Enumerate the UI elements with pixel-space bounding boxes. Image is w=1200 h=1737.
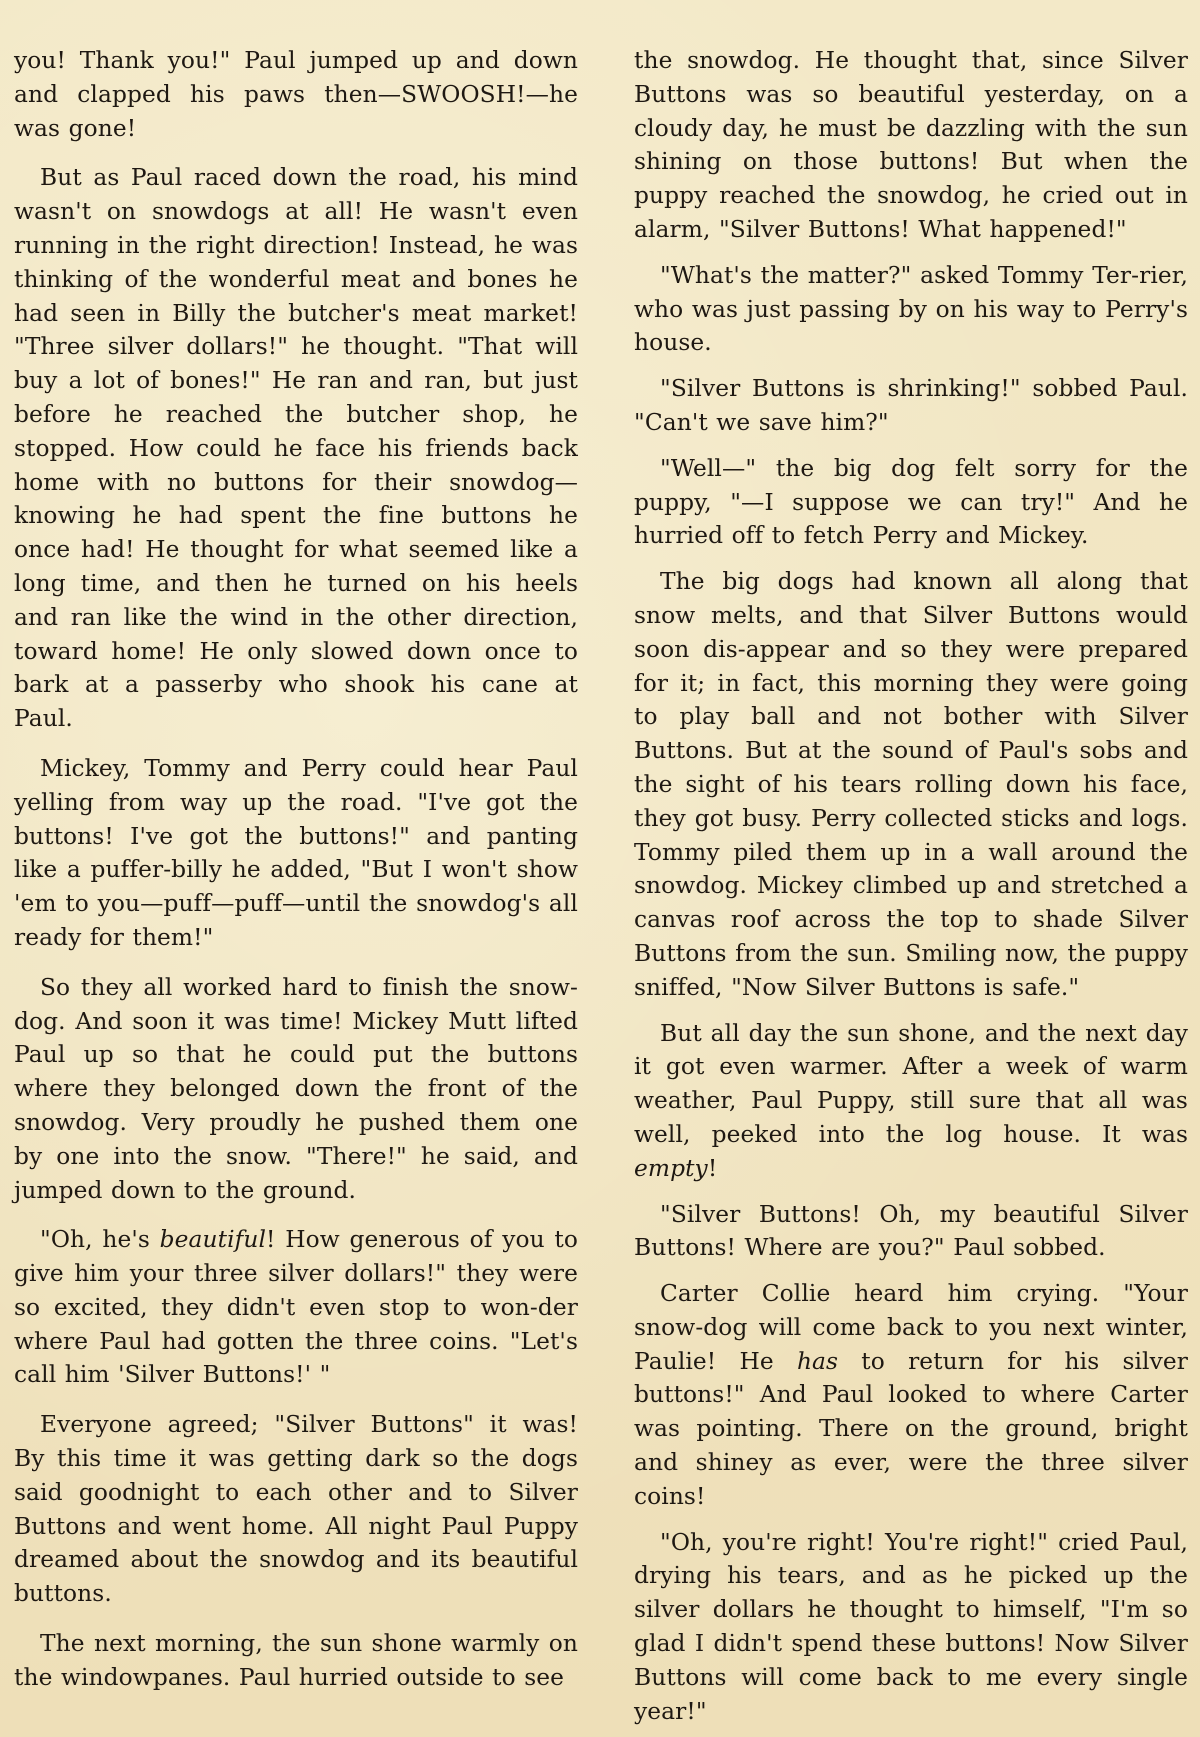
paragraph-2: But as Paul raced down the road, his mind wasn't on snowdogs at all! He wasn't even running in the right direction! Instead, he was thinking of the wonderful meat and bones he had seen in Billy the butcher's meat market! "Three silver dollars!" he thought. "That will buy a lot of bones!" He ran and ran, but just before he reached the butcher shop, he stopped. How could he face his friends back home with no buttons for their snowdog—knowing he had spent the fine buttons he once had! He thought for what seemed like a long time, and then he turned on his heels and ran like the wind in the other direction, toward home! He only slowed down once to bark at a passerby who shook his cane at Paul. bbox=[14, 164, 578, 733]
paragraph-13: But all day the sun shone, and the next day it got even warmer. After a week of warm weather, Paul Puppy, still sure that all was well, peeked into the log house. It was empty! bbox=[634, 1019, 1188, 1182]
paragraph-3: Mickey, Tommy and Perry could hear Paul yelling from way up the road. "I've got the buttons! I've got the buttons!" and panting like a puffer-billy he added, "But I won't show 'em to you—puff—puff—until the snowdog's all ready for them!" bbox=[14, 754, 578, 951]
paragraph-4: So they all worked hard to finish the snow-dog. And soon it was time! Mickey Mutt lifted Paul up so that he could put the buttons where they belonged down the front of the snowdog. Very proudly he pushed them one by one into the snow. "There!" he said, and jumped down to the ground. bbox=[14, 973, 578, 1204]
paragraph-16: "Oh, you're right! You're right!" cried Paul, drying his tears, and as he picked up the silver dollars he thought to himself, "I'm so glad I didn't spend these buttons! Now Silver Buttons will come back to me every single year!" bbox=[634, 1528, 1188, 1725]
paragraph-12: The big dogs had known all along that snow melts, and that Silver Buttons would soon dis-appear and so they were prepared for it; in fact, this morning they were going to play ball and not bother with Silver Buttons. But at the sound of Paul's sobs and the sight of his tears rolling down his face, they got busy. Perry collected sticks and logs. Tommy piled them up in a wall around the snowdog. Mickey climbed up and stretched a canvas roof across the top to shade Silver Buttons from the sun. Smiling now, the puppy sniffed, "Now Silver Buttons is safe." bbox=[634, 568, 1188, 1001]
paragraph-9: "What's the matter?" asked Tommy Ter-rier, who was just passing by on his way to Perry's house. bbox=[634, 261, 1188, 357]
paragraph-7: The next morning, the sun shone warmly on the windowpanes. Paul hurried outside to see bbox=[14, 1630, 578, 1691]
paragraph-10: "Silver Buttons is shrinking!" sobbed Paul. "Can't we save him?" bbox=[634, 375, 1188, 436]
paragraph-1: you! Thank you!" Paul jumped up and down and clapped his paws then—SWOOSH!—he was gone! bbox=[14, 47, 578, 142]
emphasis-empty: empty bbox=[634, 1154, 708, 1182]
emphasis-has: has bbox=[796, 1347, 839, 1375]
paragraph-8: the snowdog. He thought that, since Silver Buttons was so beautiful yesterday, on a cloudy day, he must be dazzling with the sun shining on those buttons! But when the puppy reached the snowdog, he cried out in alarm, "Silver Buttons! What happened!" bbox=[634, 47, 1188, 243]
emphasis-beautiful: beautiful bbox=[159, 1226, 267, 1254]
paragraph-15: Carter Collie heard him crying. "Your snow-dog will come back to you next winter, Paulie! He has to return for his silver buttons!" And Paul looked to where Carter was pointing. There on the ground, bright and shiney as ever, were the three silver coins! bbox=[634, 1280, 1188, 1510]
left-column bbox=[14, 44, 584, 1737]
paragraph-6: Everyone agreed; "Silver Buttons" it was! By this time it was getting dark so the dogs said goodnight to each other and to Silver Buttons and went home. All night Paul Puppy dreamed about the snowdog and its beautiful buttons. bbox=[14, 1411, 578, 1608]
paragraph-5: "Oh, he's beautiful! How generous of you to give him your three silver dollars!" they were so excited, they didn't even stop to won-der where Paul had gotten the three coins. "Let's call him 'Silver Buttons!' " bbox=[14, 1226, 579, 1389]
right-column bbox=[618, 44, 1188, 1737]
paragraph-11: "Well—" the big dog felt sorry for the puppy, "—I suppose we can try!" And he hurried off to fetch Perry and Mickey. bbox=[634, 454, 1188, 550]
paragraph-14: "Silver Buttons! Oh, my beautiful Silver Buttons! Where are you?" Paul sobbed. bbox=[634, 1200, 1188, 1262]
